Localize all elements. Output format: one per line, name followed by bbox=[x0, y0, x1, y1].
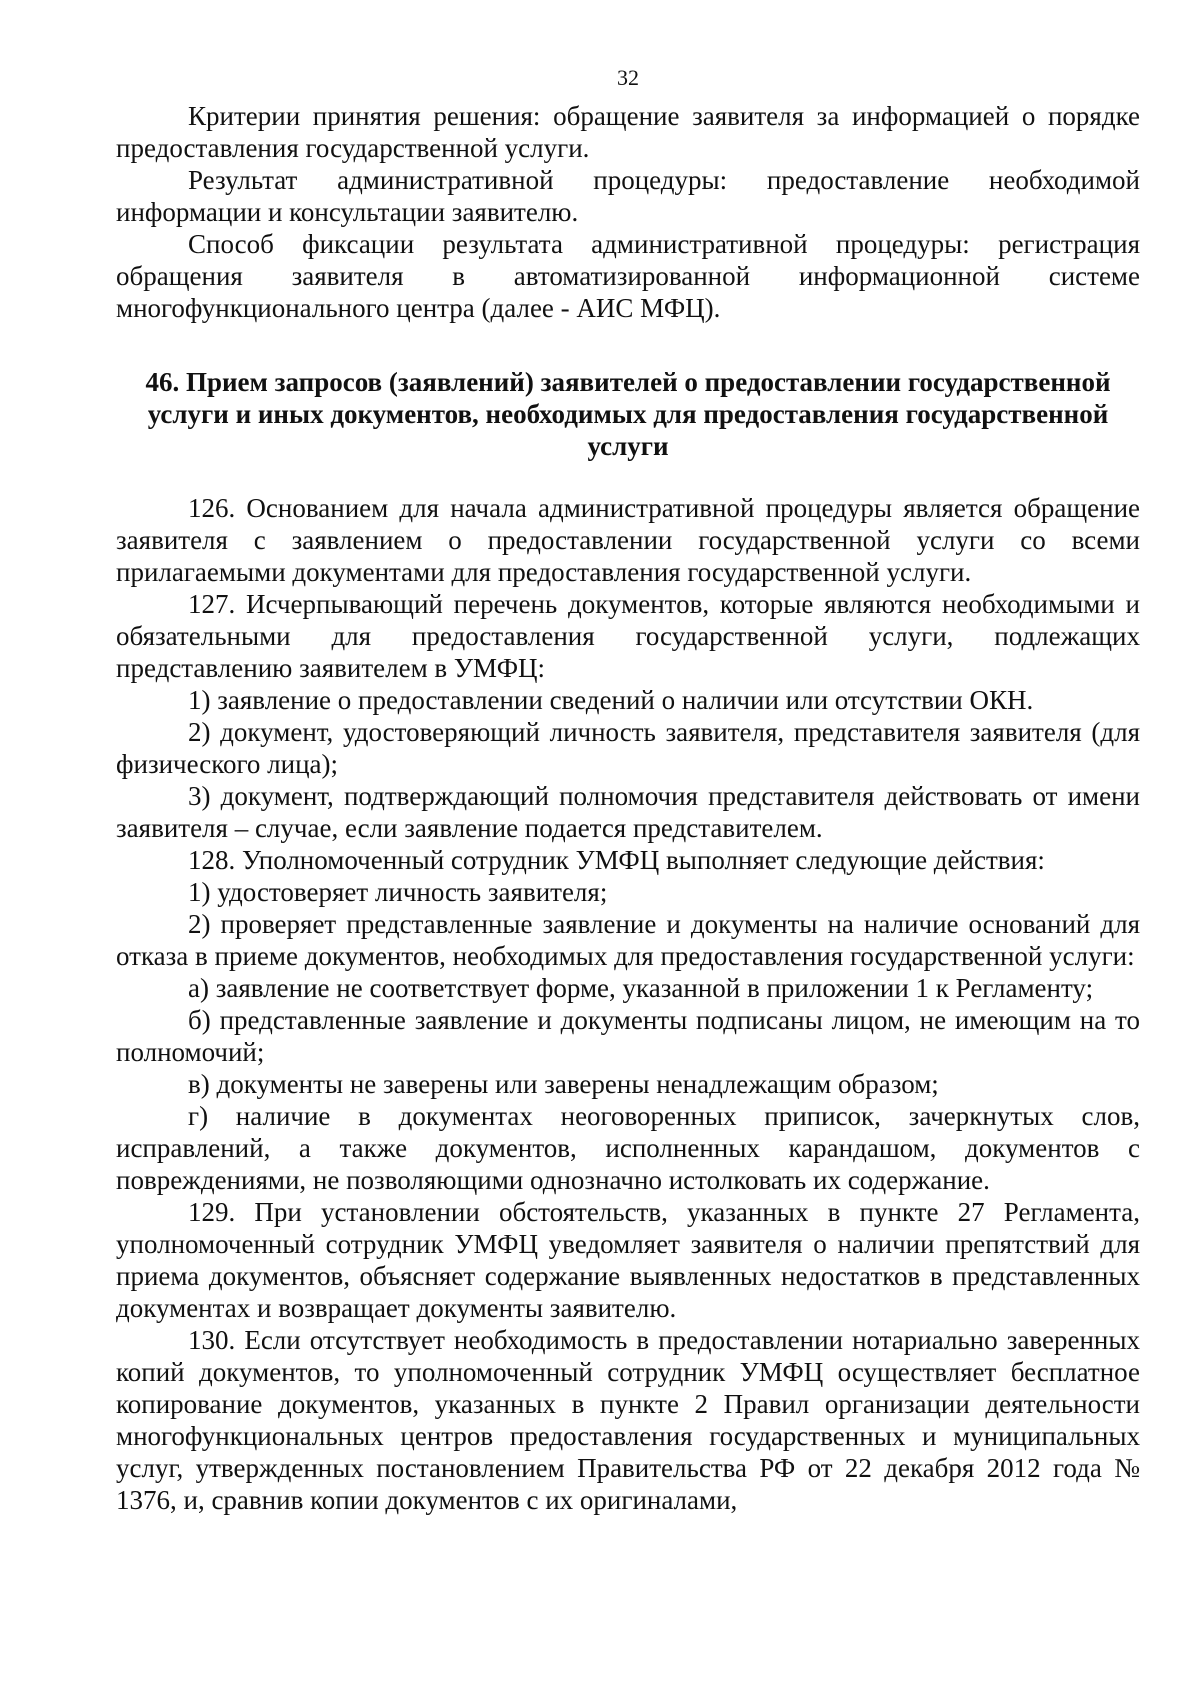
list-item-127-2: 2) документ, удостоверяющий личность заявителя, представителя заявителя (для физического лица); bbox=[116, 717, 1140, 779]
list-item-127-3: 3) документ, подтверждающий полномочия представителя действовать от имени заявителя – случае, если заявление подается представителем. bbox=[116, 781, 1140, 843]
list-item-128-2-g: г) наличие в документах неоговоренных приписок, зачеркнутых слов, исправлений, а также документов, исполненных карандашом, документов с повреждениями, не позволяющими однозначно истолковать их содержание. bbox=[116, 1101, 1140, 1195]
paragraph-126: 126. Основанием для начала административной процедуры является обращение заявителя с заявлением о предоставлении государственной услуги со всеми прилагаемыми документами для предоставления государственной услуги. bbox=[116, 493, 1140, 587]
paragraph-procedure-result: Результат административной процедуры: предоставление необходимой информации и консультации заявителю. bbox=[116, 165, 1140, 227]
list-item-128-2: 2) проверяет представленные заявление и документы на наличие оснований для отказа в приеме документов, необходимых для предоставления государственной услуги: bbox=[116, 909, 1140, 971]
paragraph-130: 130. Если отсутствует необходимость в предоставлении нотариально заверенных копий документов, то уполномоченный сотрудник УМФЦ осуществляет бесплатное копирование документов, указанных в пункте 2 Правил организации деятельности многофункциональных центров предоставления государственных и муниципальных услуг, утвержденных постановлением Правительства РФ от 22 декабря 2012 года № 1376, и, сравнив копии документов с их оригиналами, bbox=[116, 1325, 1140, 1515]
paragraph-129: 129. При установлении обстоятельств, указанных в пункте 27 Регламента, уполномоченный сотрудник УМФЦ уведомляет заявителя о наличии препятствий для приема документов, объясняет содержание выявленных недостатков в представленных документах и возвращает документы заявителю. bbox=[116, 1197, 1140, 1323]
section-body bbox=[116, 492, 1140, 1516]
page-number: 32 bbox=[617, 65, 639, 90]
intro-section bbox=[116, 100, 1140, 324]
paragraph-result-recording: Способ фиксации результата административной процедуры: регистрация обращения заявителя в автоматизированной информационной системе многофункционального центра (далее - АИС МФЦ). bbox=[116, 229, 1140, 323]
paragraph-127: 127. Исчерпывающий перечень документов, которые являются необходимыми и обязательными для предоставления государственной услуги, подлежащих представлению заявителем в УМФЦ: bbox=[116, 589, 1140, 683]
paragraph-128: 128. Уполномоченный сотрудник УМФЦ выполняет следующие действия: bbox=[188, 845, 1045, 875]
section-heading: 46. Прием запросов (заявлений) заявителей о предоставлении государственной услуги и иных документов, необходимых для предоставления государственной услуги bbox=[145, 367, 1111, 461]
list-item-128-1: 1) удостоверяет личность заявителя; bbox=[188, 877, 608, 907]
list-item-128-2-v: в) документы не заверены или заверены ненадлежащим образом; bbox=[188, 1069, 939, 1099]
paragraph-decision-criteria: Критерии принятия решения: обращение заявителя за информацией о порядке предоставления государственной услуги. bbox=[116, 101, 1140, 163]
list-item-127-1: 1) заявление о предоставлении сведений о наличии или отсутствии ОКН. bbox=[188, 685, 1034, 715]
list-item-128-2-b: б) представленные заявление и документы подписаны лицом, не имеющим на то полномочий; bbox=[116, 1005, 1140, 1067]
list-item-128-2-a: а) заявление не соответствует форме, указанной в приложении 1 к Регламенту; bbox=[188, 973, 1094, 1003]
